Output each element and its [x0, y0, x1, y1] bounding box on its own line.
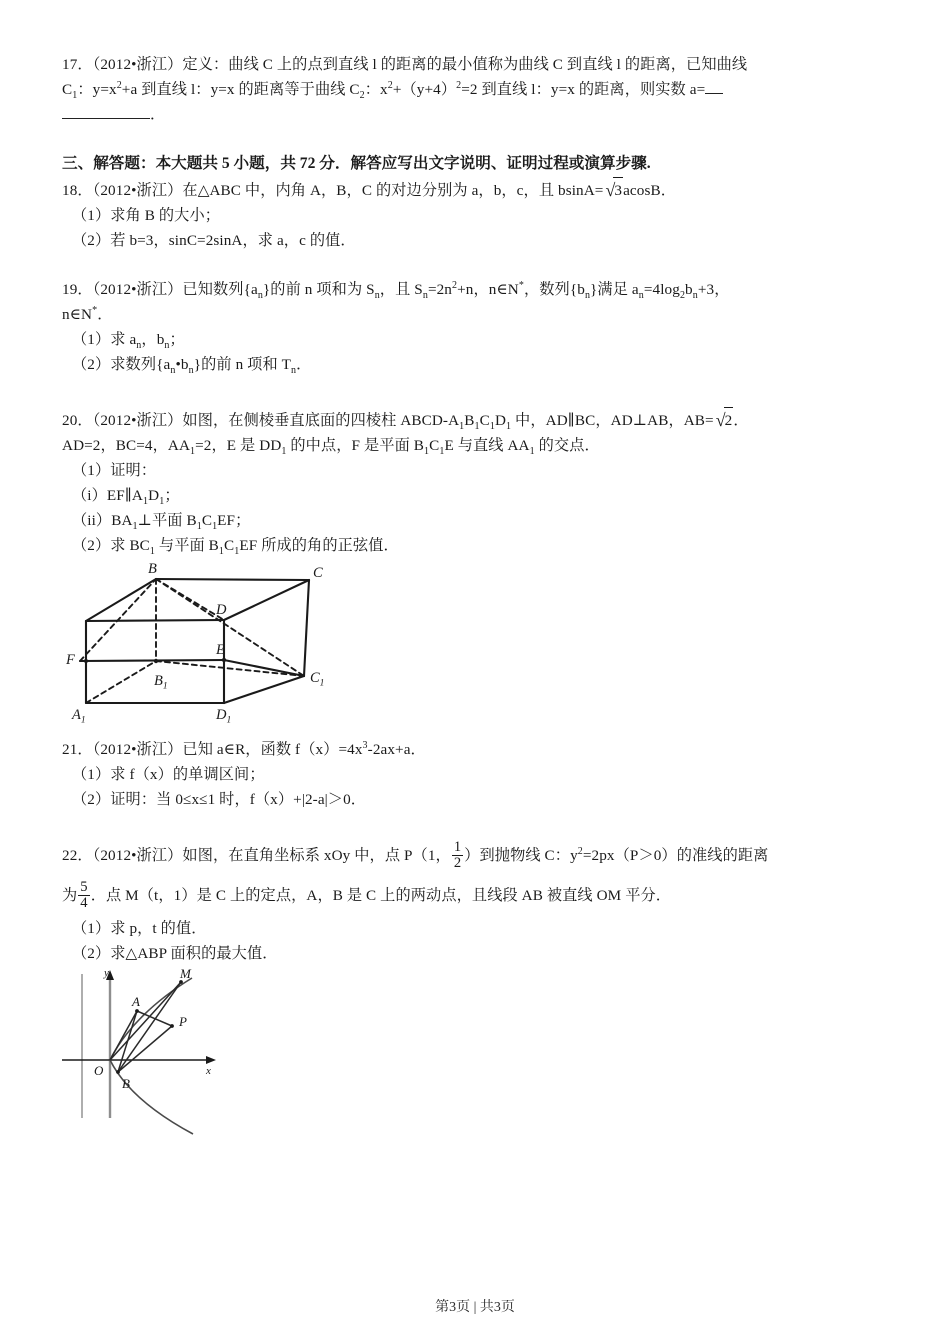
- q17-l2-b: ：y=x: [77, 81, 117, 98]
- prism-figure: [56, 558, 356, 726]
- q19-s2-c: }的前 n 项和 T: [193, 356, 292, 373]
- q21-sub-2: （2）证明：当 0≤x≤1 时，f（x）+|2‑a|＞0．: [72, 791, 367, 808]
- q19-l1-c: ，且 S: [379, 281, 423, 298]
- q22-l2-a: 为: [62, 887, 78, 904]
- frac1-denominator: 2: [453, 855, 462, 872]
- edge-A-B: [86, 579, 156, 621]
- label-B: B: [148, 561, 157, 577]
- label-A1: $A_1$: [72, 707, 86, 726]
- q20-l2-sub5: 1: [529, 446, 535, 458]
- q20-si-c: ；: [164, 487, 180, 504]
- q17-l2-sup1: 2: [116, 79, 122, 91]
- parabola-figure: [60, 966, 360, 1136]
- fraction-one-half: [452, 840, 463, 871]
- q21-sub-1: （1）求 f（x）的单调区间；: [72, 766, 265, 783]
- q18-l1-b: acosB．: [623, 182, 676, 199]
- frac2-denominator: 4: [80, 895, 88, 912]
- q20-s2-b: 与平面 B: [155, 537, 219, 554]
- q20-l2-c: 的中点，F 是平面 B: [286, 437, 424, 454]
- q20-si-sub1: 1: [143, 496, 149, 508]
- q20-l1-d: D: [494, 412, 507, 429]
- q20-l2-sub1: 1: [190, 446, 196, 458]
- q19-s2-sub1: n: [170, 365, 176, 377]
- q19-l2-a: n∈N: [62, 306, 93, 323]
- q20-l1-a: 20．（2012•浙江）如图，在侧棱垂直底面的四棱柱 ABCD‑A: [62, 412, 460, 429]
- label-P: P: [179, 1014, 187, 1029]
- q20-l1-c: C: [479, 412, 490, 429]
- q17-l2-f: =2 到直线 l：y=x 的距离，则实数 a=: [461, 81, 706, 98]
- q18-sub-1: （1）求角 B 的大小；: [72, 207, 221, 224]
- q22-line-1: [62, 836, 888, 876]
- q20-l1-b: B: [464, 412, 475, 429]
- q19-l1-sub3: n: [422, 290, 428, 302]
- q19-s2-a: （2）求数列{a: [72, 356, 171, 373]
- radical-sign-2: √: [715, 410, 726, 430]
- q19-s1-b: ，b: [141, 331, 165, 348]
- section-3-heading: 三、解答题：本大题共 5 小题，共 72 分．解答应写出文字说明、证明过程或演算步骤.: [62, 155, 651, 172]
- q22-l1-a: 22．（2012•浙江）如图，在直角坐标系 xOy 中，点 P（1，: [62, 847, 451, 864]
- q18-sub-2: （2）若 b=3，sinC=2sinA，求 a，c 的值．: [72, 232, 356, 249]
- q20-si-sub2: 1: [159, 496, 165, 508]
- q19-l1-sub4: n: [584, 290, 591, 302]
- q20-sub-ii: [72, 508, 888, 533]
- q20-sub-2: [72, 533, 888, 558]
- q20-sub-1: （1）证明：: [72, 462, 157, 479]
- q20-s2-sub3: 1: [234, 546, 240, 558]
- q17-l2-e: +（y+4）: [392, 81, 457, 98]
- edge-D-A: [86, 620, 224, 621]
- fraction-five-fourths: [78, 880, 89, 911]
- sqrt-radical-2: [714, 407, 734, 433]
- label-M: M: [180, 966, 191, 981]
- q19-sub-2: [72, 352, 888, 377]
- q19-s1-c: ；: [169, 331, 185, 348]
- q20-s2-a: （2）求 BC: [72, 537, 150, 554]
- radical-sign: √: [605, 180, 616, 200]
- q19-l1-i: b: [685, 281, 693, 298]
- label-B: B: [122, 1076, 130, 1091]
- q19-l1-h: =4log: [643, 281, 680, 298]
- label-C: C: [313, 565, 323, 581]
- q20-s2-c: C: [224, 537, 235, 554]
- q20-sii-b: ⊥平面 B: [137, 512, 197, 529]
- q21-l1-sup1: 3: [362, 739, 368, 751]
- q20-sii-a: （ii）BA: [72, 512, 133, 529]
- q19-s2-sub2: n: [188, 365, 194, 377]
- question-17: [62, 52, 888, 127]
- label-E: E: [216, 642, 225, 658]
- q17-l2-sub1: 1: [72, 90, 78, 102]
- q19-l1-sub1: n: [257, 290, 263, 302]
- q20-l2-f: 的交点．: [534, 437, 600, 454]
- page-content: [62, 52, 888, 1136]
- q20-sub-i: [72, 483, 888, 508]
- figure-q22-wrapper: [62, 966, 888, 1136]
- spacer-after-fig20: [62, 726, 888, 737]
- q19-l1-b: }的前 n 项和为 S: [262, 281, 375, 298]
- q20-l2-sub2: 1: [281, 446, 287, 458]
- question-20: [62, 407, 888, 558]
- q22-l1-b: ）到抛物线 C：y: [464, 847, 578, 864]
- page-footer: 第3页 | 共3页: [435, 1300, 515, 1315]
- q20-si-a: （i）EF∥A: [72, 487, 144, 504]
- edge-A1-B1-hidden: [86, 661, 156, 703]
- label-O: O: [94, 1063, 104, 1078]
- q19-s2-b: •b: [175, 356, 189, 373]
- q17-l2-a: C: [62, 81, 73, 98]
- q20-line-2: [62, 433, 888, 458]
- q20-sii-sub3: 1: [212, 521, 218, 533]
- q20-l1-sub2: 1: [474, 421, 480, 433]
- q19-l1-sub2: n: [374, 290, 380, 302]
- q17-line-3: [62, 102, 888, 127]
- edge-B-C: [156, 579, 309, 580]
- q19-l1-j: +3，: [697, 281, 730, 298]
- q19-s1-sub2: n: [164, 340, 170, 352]
- q20-sii-d: EF；: [217, 512, 251, 529]
- q20-l2-sub3: 1: [423, 446, 430, 458]
- label-B1: $B_1$: [154, 673, 168, 692]
- sqrt-radical: [603, 177, 623, 203]
- q17-line-2: [62, 77, 888, 102]
- q20-l2-a: AD=2，BC=4，AA: [62, 437, 191, 454]
- edge-C-C1: [304, 580, 309, 676]
- q20-l1-f: ．: [733, 412, 749, 429]
- q18-line-1: [62, 177, 888, 203]
- q21-line-1: [62, 737, 888, 762]
- q22-line-2: [62, 876, 888, 916]
- question-19: [62, 277, 888, 377]
- q19-l1-g: }满足 a: [590, 281, 639, 298]
- question-22: [62, 836, 888, 966]
- frac1-numerator: 1: [453, 839, 462, 856]
- q20-l2-d: C: [429, 437, 440, 454]
- q20-l1-sub3: 1: [489, 421, 495, 433]
- q19-l1-e: +n，n∈N: [457, 281, 519, 298]
- q17-l3-tail: ．: [150, 106, 166, 123]
- q19-l1-sup1: 2: [452, 279, 458, 291]
- q17-l2-sup2: 2: [387, 79, 393, 91]
- figure-q20-wrapper: [62, 558, 888, 726]
- label-A: A: [132, 994, 140, 1009]
- x-axis-arrow: [206, 1056, 216, 1064]
- spacer-after-q18: [62, 253, 888, 277]
- q19-l1-sub5: n: [638, 290, 644, 302]
- question-21: [62, 737, 888, 812]
- q19-s2-d: ．: [296, 356, 312, 373]
- q17-l2-d: ：x: [364, 81, 388, 98]
- q19-l2-b: ．: [97, 306, 113, 323]
- label-D: D: [216, 602, 227, 618]
- q20-l2-sub4: 1: [439, 446, 445, 458]
- spacer-after-q17: [62, 127, 888, 151]
- q19-s1-a: （1）求 a: [72, 331, 137, 348]
- edge-B-D-hidden: [156, 579, 224, 620]
- edge-C-D: [224, 580, 309, 620]
- q20-l2-b: =2，E 是 DD: [195, 437, 282, 454]
- q19-s2-sub3: n: [291, 365, 297, 377]
- q17-l2-sub2: 2: [359, 90, 365, 102]
- label-x-axis: x: [206, 1065, 211, 1077]
- q20-sii-sub2: 1: [196, 521, 202, 533]
- q22-l1-c: =2px（P＞0）的准线的距离: [582, 847, 769, 864]
- label-y-axis: y: [104, 967, 109, 979]
- q19-l1-a: 19．（2012•浙江）已知数列{a: [62, 281, 258, 298]
- q20-s2-sub1: 1: [149, 546, 156, 558]
- spacer-after-q19: [62, 377, 888, 407]
- q19-line-1: [62, 277, 888, 302]
- q19-s1-sub1: n: [136, 340, 142, 352]
- label-C1: $C_1$: [310, 670, 325, 689]
- answer-blank-part2[interactable]: [62, 105, 150, 119]
- q21-l1-a: 21．（2012•浙江）已知 a∈R，函数 f（x）=4x: [62, 741, 363, 758]
- frac2-numerator: 5: [80, 879, 88, 896]
- q19-l1-sub6: 2: [679, 290, 686, 302]
- q20-si-b: D: [148, 487, 160, 504]
- radicand: 3: [613, 177, 623, 203]
- q22-sub-1: （1）求 p，t 的值．: [72, 920, 207, 937]
- q20-l1-sub4: 1: [506, 421, 512, 433]
- q20-l1-sub1: 1: [459, 421, 465, 433]
- label-F: F: [66, 652, 75, 668]
- q22-sub-2: （2）求△ABP 面积的最大值．: [72, 945, 278, 962]
- label-D1: $D_1$: [216, 707, 232, 726]
- q20-s2-sub2: 1: [218, 546, 225, 558]
- q20-sii-sub1: 1: [132, 521, 138, 533]
- q19-l1-sup2: *: [518, 279, 524, 291]
- q20-l1-e: 中，AD∥BC，AD⊥AB，AB=: [511, 412, 714, 429]
- q21-l1-b: ‑2ax+a．: [367, 741, 426, 758]
- edge-B1-C1-hidden: [156, 661, 304, 676]
- q19-l1-sub7: n: [692, 290, 698, 302]
- q20-line-1: [62, 407, 888, 433]
- q17-l2-c: +a 到直线 l：y=x 的距离等于曲线 C: [121, 81, 360, 98]
- edge-F-E: [80, 660, 224, 661]
- edge-D1-C1: [224, 676, 304, 703]
- q20-s2-d: EF 所成的角的正弦值．: [239, 537, 399, 554]
- q19-l2-sup: *: [92, 304, 98, 316]
- question-18: [62, 177, 888, 253]
- q18-l1-a: 18．（2012•浙江）在△ABC 中，内角 A，B，C 的对边分别为 a，b，c，且 bsinA=: [62, 182, 604, 199]
- q17-l2-sup3: 2: [456, 79, 462, 91]
- q22-l2-b: ．点 M（t，1）是 C 上的定点，A，B 是 C 上的两动点，且线段 AB 被直线 OM 平分．: [90, 887, 672, 904]
- spacer-after-q21: [62, 812, 888, 836]
- q19-sub-1: [72, 327, 888, 352]
- radicand-2: 2: [724, 407, 734, 433]
- q19-line-2: [62, 302, 888, 327]
- q19-l1-f: ，数列{b: [523, 281, 585, 298]
- q19-l1-d: =2n: [427, 281, 452, 298]
- answer-blank-part1[interactable]: [705, 80, 723, 94]
- q20-l2-e: E 与直线 AA: [444, 437, 530, 454]
- q22-l1-sup: 2: [577, 845, 583, 857]
- q20-sii-c: C: [201, 512, 213, 529]
- q17-line-1: 17．（2012•浙江）定义：曲线 C 上的点到直线 l 的距离的最小值称为曲线 C 到直线 l 的距离，已知曲线: [62, 56, 748, 73]
- construction-lines: [110, 982, 181, 1072]
